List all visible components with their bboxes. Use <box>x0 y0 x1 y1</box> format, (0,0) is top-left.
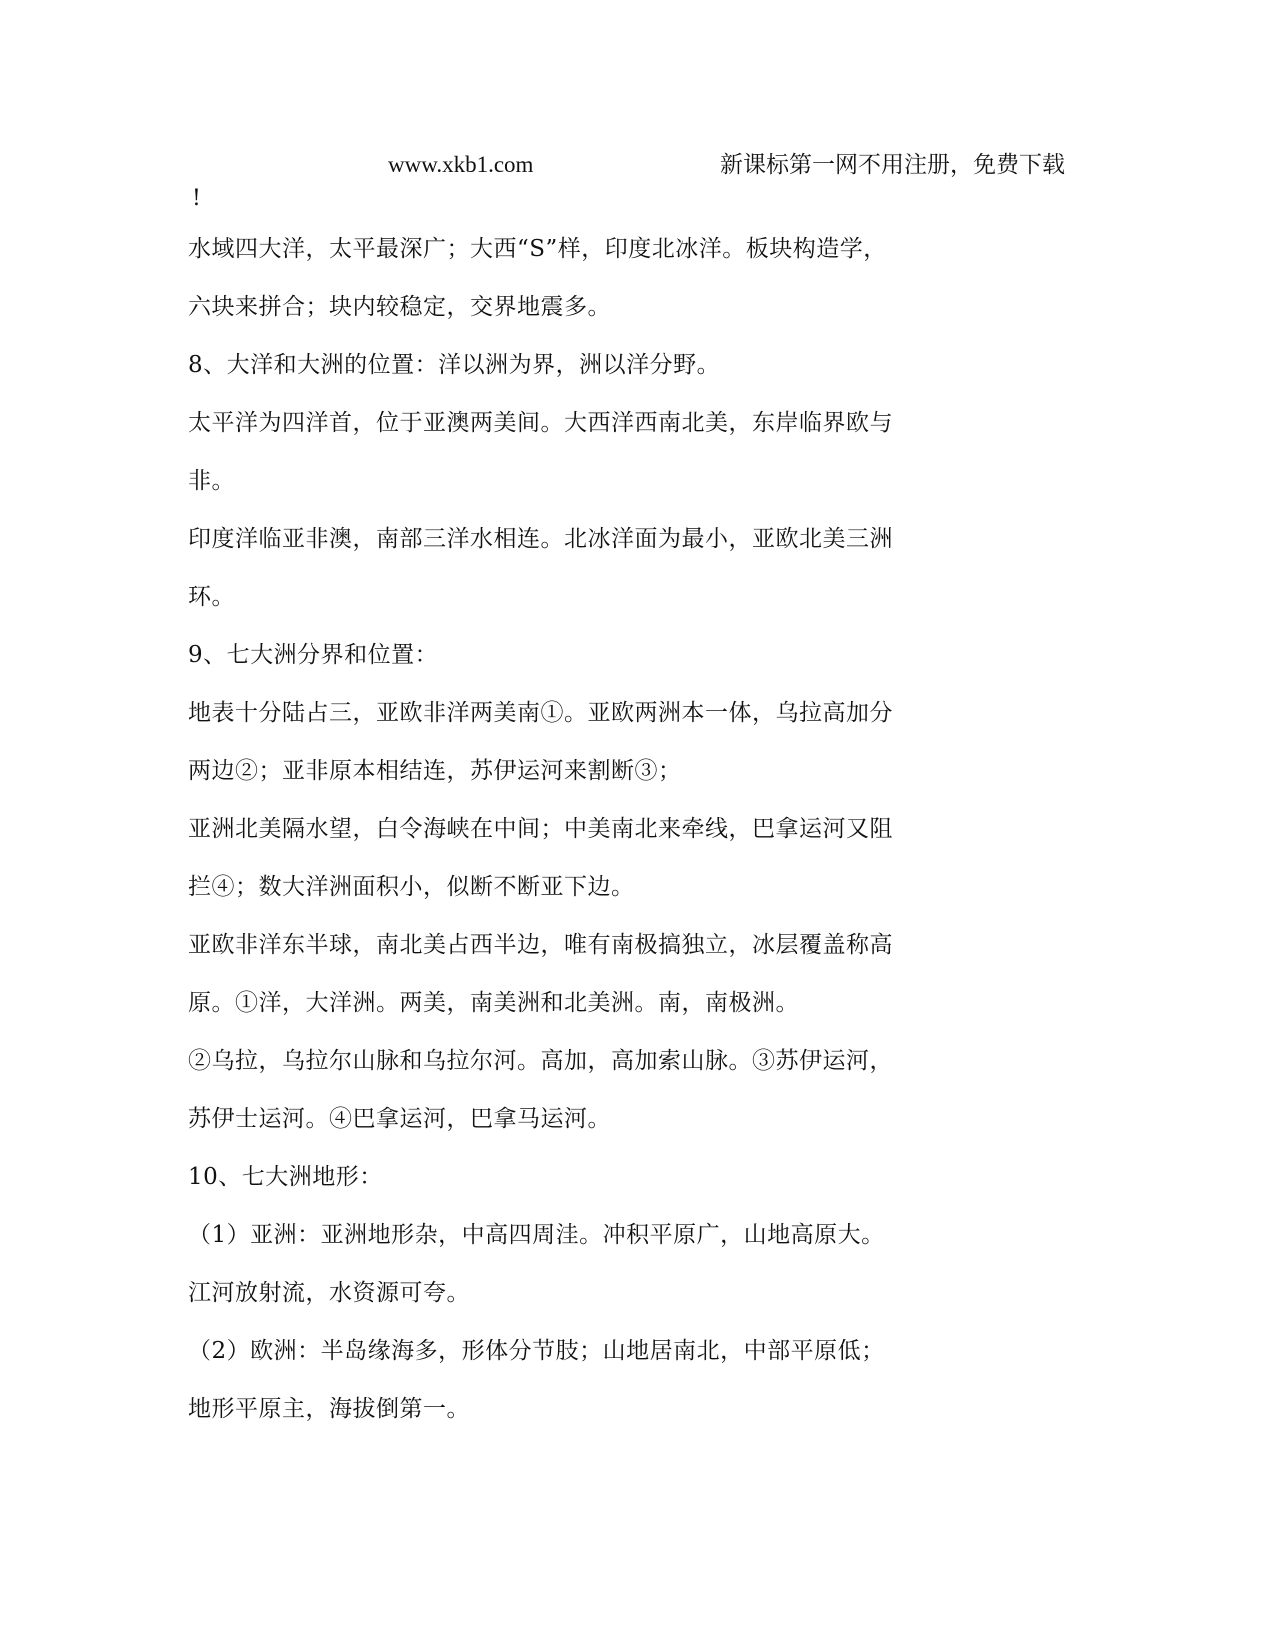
text-line: （1）亚洲：亚洲地形杂，中高四周洼。冲积平原广，山地高原大。 <box>188 1222 885 1248</box>
section-heading-9: 9、七大洲分界和位置： <box>188 642 439 668</box>
text-line: 拦④；数大洋洲面积小，似断不断亚下边。 <box>188 874 635 900</box>
section-heading-10: 10、七大洲地形： <box>188 1164 383 1190</box>
text-line: 环。 <box>188 584 235 610</box>
text-line: 原。①洋，大洋洲。两美，南美洲和北美洲。南，南极洲。 <box>188 990 799 1016</box>
text-line: 江河放射流，水资源可夸。 <box>188 1280 470 1306</box>
header-website-url: www.xkb1.com <box>388 152 534 177</box>
header-slogan-tail: ! <box>192 186 201 211</box>
text-line: 太平洋为四洋首，位于亚澳两美间。大西洋西南北美，东岸临界欧与 <box>188 410 893 436</box>
text-line: 亚欧非洋东半球，南北美占西半边，唯有南极搞独立，冰层覆盖称高 <box>188 932 893 958</box>
section-heading-8: 8、大洋和大洲的位置：洋以洲为界，洲以洋分野。 <box>188 352 721 378</box>
text-line: 非。 <box>188 468 235 494</box>
text-line: 苏伊士运河。④巴拿运河，巴拿马运河。 <box>188 1106 611 1132</box>
text-line: 六块来拼合；块内较稳定，交界地震多。 <box>188 294 611 320</box>
text-line: （2）欧洲：半岛缘海多，形体分节肢；山地居南北，中部平原低； <box>188 1338 885 1364</box>
text-line: 两边②；亚非原本相结连，苏伊运河来割断③； <box>188 758 682 784</box>
text-line: 印度洋临亚非澳，南部三洋水相连。北冰洋面为最小，亚欧北美三洲 <box>188 526 893 552</box>
text-line: 水域四大洋，太平最深广；大西“S”样，印度北冰洋。板块构造学， <box>188 236 887 262</box>
text-line: ②乌拉，乌拉尔山脉和乌拉尔河。高加，高加索山脉。③苏伊运河， <box>188 1048 893 1074</box>
text-line: 地表十分陆占三，亚欧非洋两美南①。亚欧两洲本一体，乌拉高加分 <box>188 700 893 726</box>
text-line: 地形平原主，海拔倒第一。 <box>188 1396 470 1422</box>
header-slogan: 新课标第一网不用注册，免费下载 <box>720 152 1065 178</box>
text-line: 亚洲北美隔水望，白令海峡在中间；中美南北来牵线，巴拿运河又阻 <box>188 816 893 842</box>
